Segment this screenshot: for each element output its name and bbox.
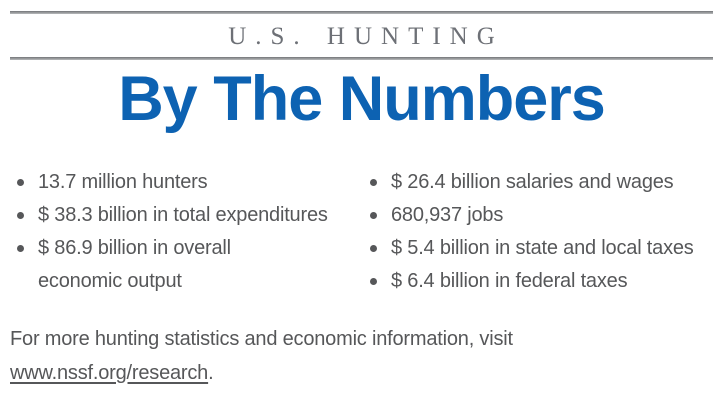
stat-text bbox=[38, 166, 207, 199]
stat-line: $ 38.3 billion in total expenditures bbox=[38, 204, 328, 226]
list-item bbox=[370, 265, 720, 298]
stats-list-right bbox=[370, 166, 720, 298]
stat-text bbox=[391, 166, 673, 199]
stat-text bbox=[38, 232, 231, 298]
stat-line: $ 26.4 billion salaries and wages bbox=[391, 171, 674, 193]
list-item bbox=[370, 199, 720, 232]
list-item bbox=[17, 166, 357, 199]
footer-period: . bbox=[208, 362, 214, 384]
section-kicker: U.S. HUNTING bbox=[228, 23, 504, 50]
stats-list-left bbox=[17, 166, 357, 298]
stat-line: economic output bbox=[38, 270, 182, 292]
stat-line: $ 86.9 billion in overall bbox=[38, 237, 231, 259]
stat-line: 680,937 jobs bbox=[391, 204, 504, 226]
stat-line: 13.7 million hunters bbox=[38, 171, 208, 193]
bullet-icon bbox=[370, 245, 377, 252]
list-item bbox=[17, 232, 357, 298]
bullet-icon bbox=[17, 212, 24, 219]
stat-text bbox=[38, 199, 328, 232]
bullet-icon bbox=[370, 278, 377, 285]
list-item bbox=[370, 232, 720, 265]
footer-note bbox=[10, 322, 710, 390]
page-title: By The Numbers bbox=[118, 64, 605, 134]
list-item bbox=[17, 199, 357, 232]
top-divider bbox=[10, 11, 713, 14]
list-item bbox=[370, 166, 720, 199]
stat-line: $ 5.4 billion in state and local taxes bbox=[391, 237, 694, 259]
stat-text bbox=[391, 232, 694, 265]
bullet-icon bbox=[370, 179, 377, 186]
stat-text bbox=[391, 265, 627, 298]
stat-line: $ 6.4 billion in federal taxes bbox=[391, 270, 628, 292]
bullet-icon bbox=[17, 179, 24, 186]
bullet-icon bbox=[17, 245, 24, 252]
footer-text: For more hunting statistics and economic information, visit bbox=[10, 328, 513, 350]
bullet-icon bbox=[370, 212, 377, 219]
research-link[interactable]: www.nssf.org/research bbox=[10, 362, 209, 384]
stat-text bbox=[391, 199, 503, 232]
